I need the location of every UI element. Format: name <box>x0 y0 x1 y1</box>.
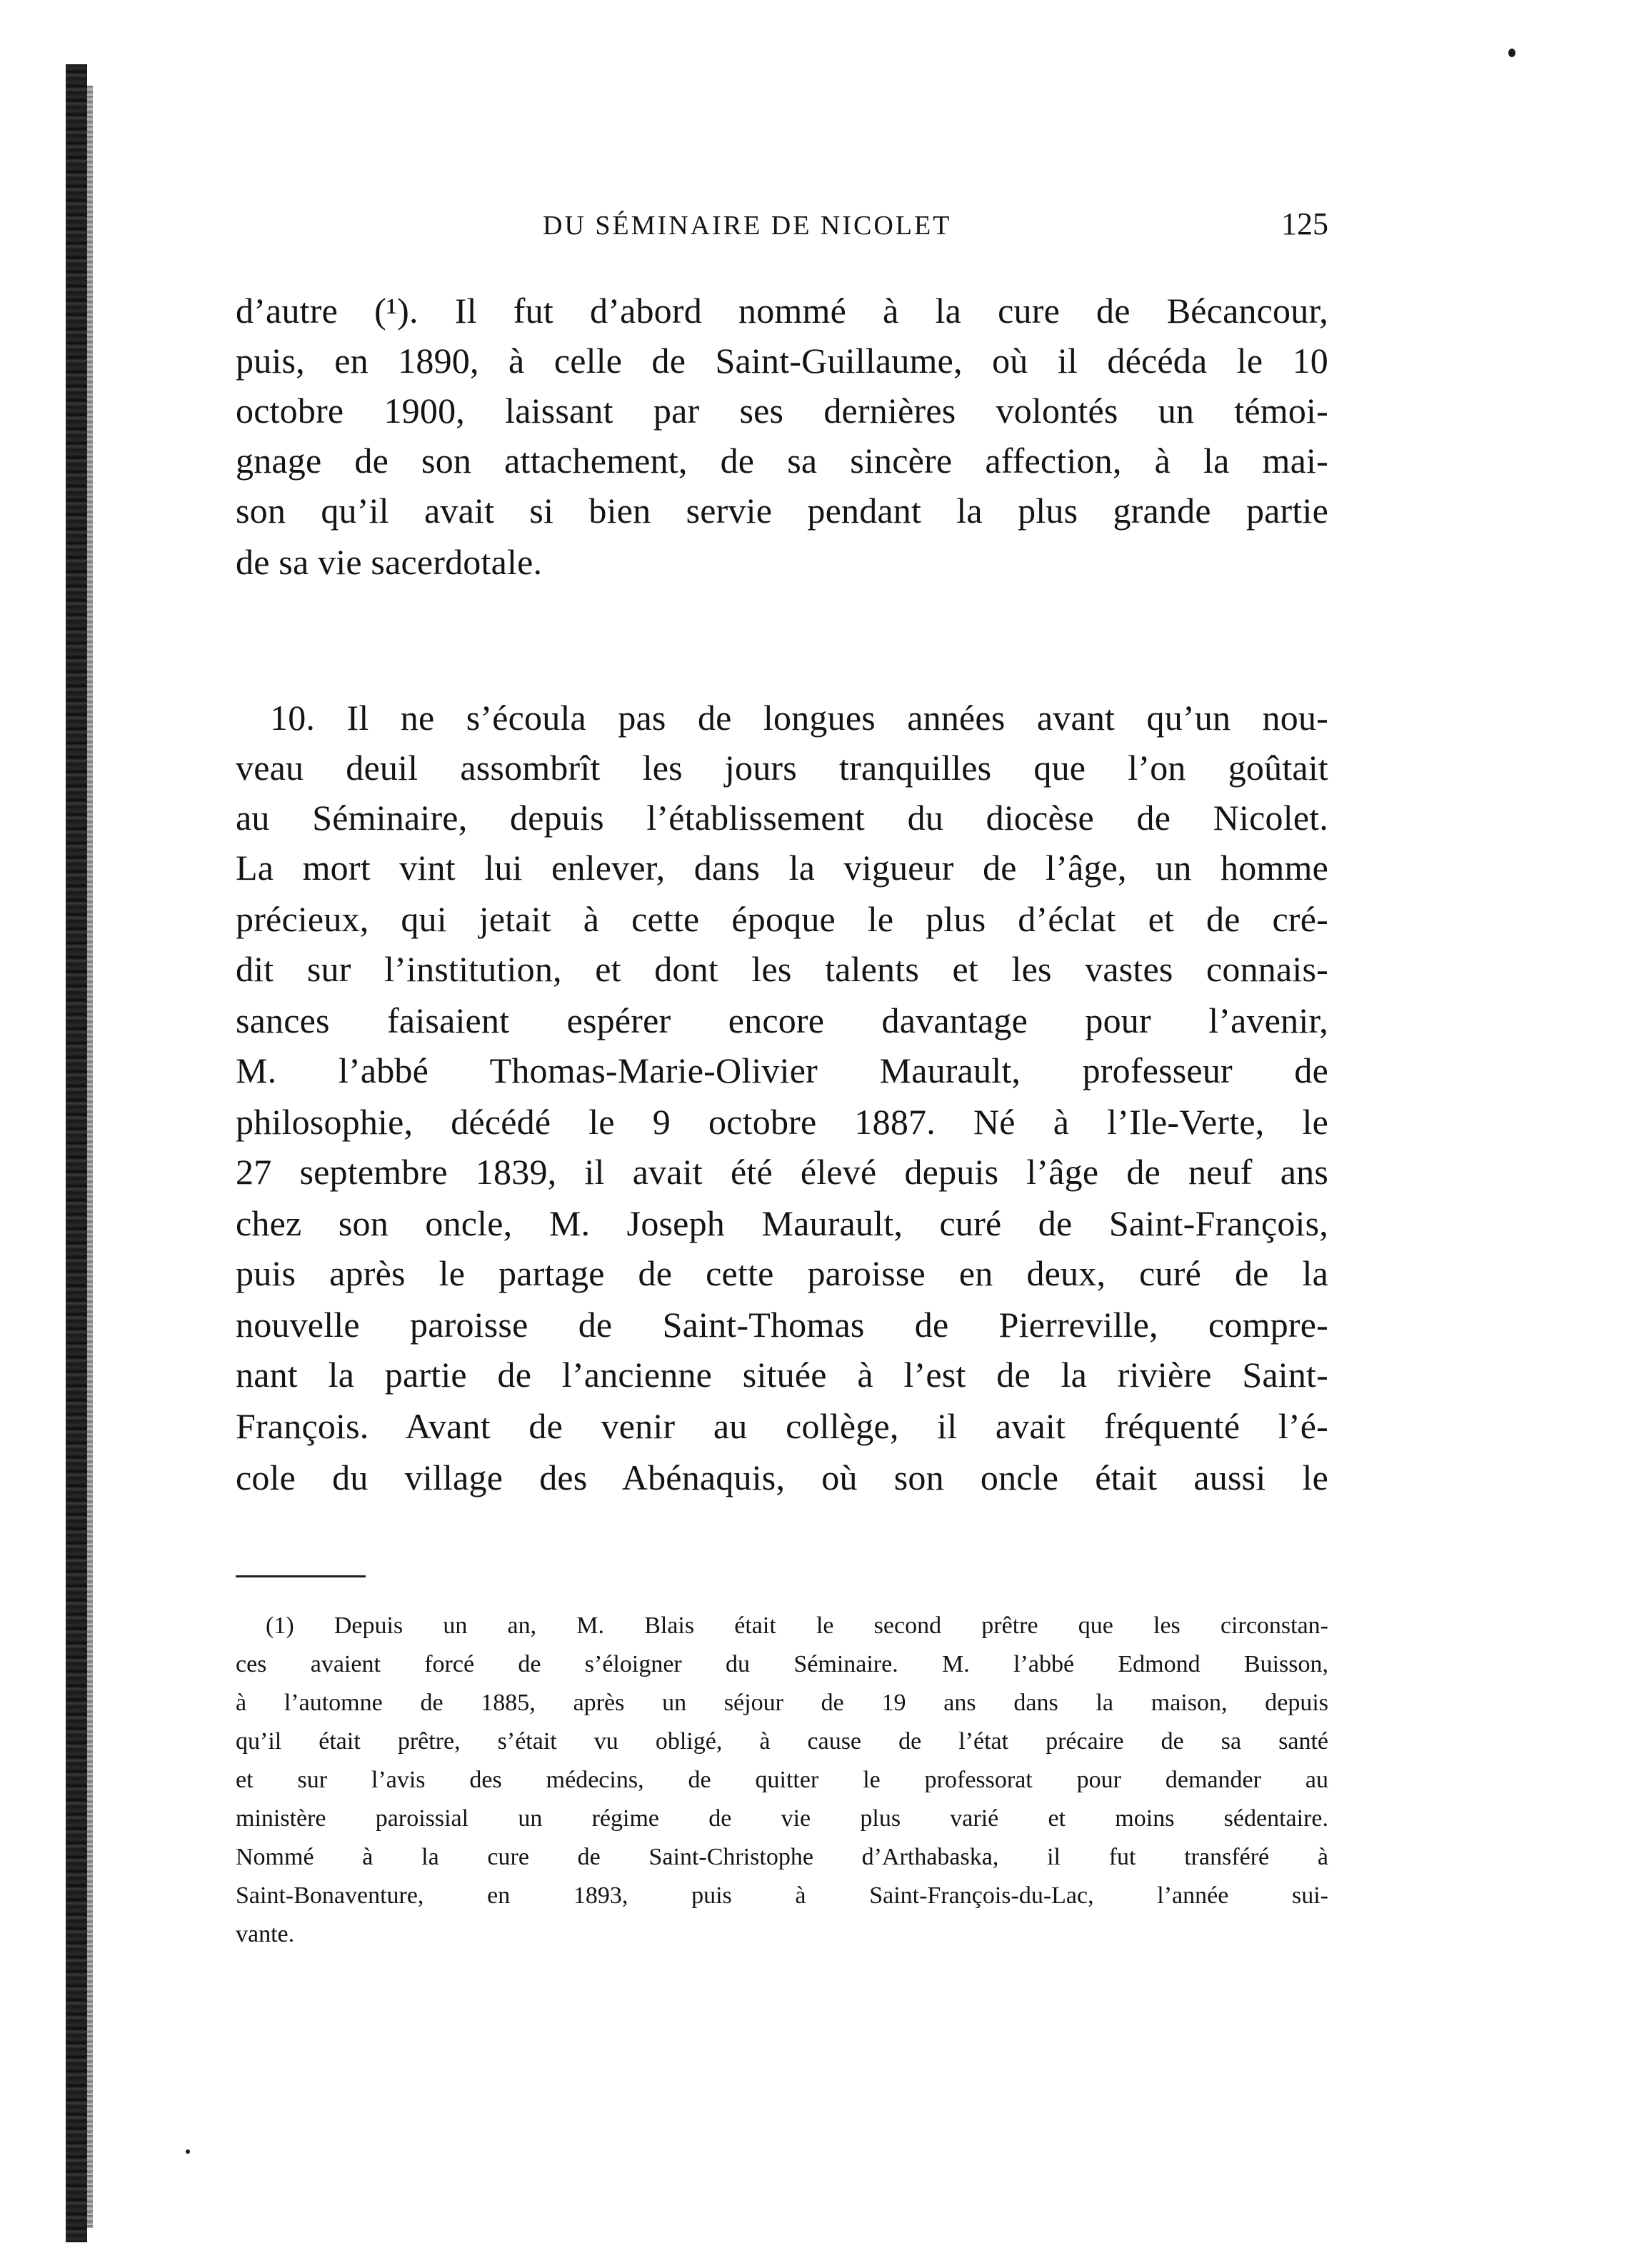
text-line: dit sur l’institution, et dont les talents et les vastes connais- <box>236 949 1328 989</box>
binding-edge-shadow <box>87 86 93 2228</box>
running-title: DU SÉMINAIRE DE NICOLET <box>543 211 952 241</box>
text-line: d’autre (¹). Il fut d’abord nommé à la cure de Bécancour, <box>236 291 1328 331</box>
text-line: 10. Il ne s’écoula pas de longues années avant qu’un nou- <box>270 698 1328 738</box>
footnote-line: qu’il était prêtre, s’était vu obligé, à cause de l’état précaire de sa santé <box>236 1728 1328 1755</box>
text-line: octobre 1900, laissant par ses dernières volontés un témoi- <box>236 391 1328 431</box>
footnote-line: (1) Depuis un an, M. Blais était le second prêtre que les circonstan- <box>266 1612 1328 1639</box>
footnote-line: et sur l’avis des médecins, de quitter le professorat pour demander au <box>236 1767 1328 1793</box>
page-number: 125 <box>1281 206 1328 241</box>
text-line: La mort vint lui enlever, dans la vigueur de l’âge, un homme <box>236 848 1328 888</box>
footnote-line: ces avaient forcé de s’éloigner du Séminaire. M. l’abbé Edmond Buisson, <box>236 1651 1328 1677</box>
running-head <box>236 206 1328 246</box>
text-line: philosophie, décédé le 9 octobre 1887. Né à l’Ile-Verte, le <box>236 1102 1328 1142</box>
text-line: précieux, qui jetait à cette époque le plus d’éclat et de cré- <box>236 899 1328 939</box>
text-line: 27 septembre 1839, il avait été élevé depuis l’âge de neuf ans <box>236 1152 1328 1192</box>
text-line: puis, en 1890, à celle de Saint-Guillaume, où il décéda le 10 <box>236 341 1328 381</box>
binding-edge <box>66 64 87 2242</box>
footnote-rule <box>236 1575 366 1577</box>
footnote-line: vante. <box>236 1921 295 1947</box>
footnote-line: Nommé à la cure de Saint-Christophe d’Arthabaska, il fut transféré à <box>236 1844 1328 1870</box>
text-line: François. Avant de venir au collège, il avait fréquenté l’é- <box>236 1406 1328 1446</box>
ink-speck <box>186 2149 190 2154</box>
text-line: M. l’abbé Thomas-Marie-Olivier Maurault, professeur de <box>236 1050 1328 1090</box>
text-line: de sa vie sacerdotale. <box>236 542 543 582</box>
text-line: son qu’il avait si bien servie pendant la plus grande partie <box>236 491 1328 531</box>
text-line: nouvelle paroisse de Saint-Thomas de Pierreville, compre- <box>236 1305 1328 1345</box>
footnote-line: ministère paroissial un régime de vie plus varié et moins sédentaire. <box>236 1805 1328 1832</box>
text-line: nant la partie de l’ancienne située à l’est de la rivière Saint- <box>236 1355 1328 1395</box>
footnote-line: Saint-Bonaventure, en 1893, puis à Saint-François-du-Lac, l’année sui- <box>236 1882 1328 1909</box>
text-line: puis après le partage de cette paroisse en deux, curé de la <box>236 1253 1328 1293</box>
footnote-line: à l’automne de 1885, après un séjour de 19 ans dans la maison, depuis <box>236 1690 1328 1716</box>
text-line: veau deuil assombrît les jours tranquilles que l’on goûtait <box>236 748 1328 788</box>
text-line: au Séminaire, depuis l’établissement du diocèse de Nicolet. <box>236 798 1328 838</box>
ink-speck <box>1508 49 1515 57</box>
text-line: chez son oncle, M. Joseph Maurault, curé de Saint-François, <box>236 1203 1328 1243</box>
text-line: gnage de son attachement, de sa sincère affection, à la mai- <box>236 441 1328 481</box>
text-line: sances faisaient espérer encore davantage pour l’avenir, <box>236 1000 1328 1040</box>
text-line: cole du village des Abénaquis, où son oncle était aussi le <box>236 1457 1328 1497</box>
